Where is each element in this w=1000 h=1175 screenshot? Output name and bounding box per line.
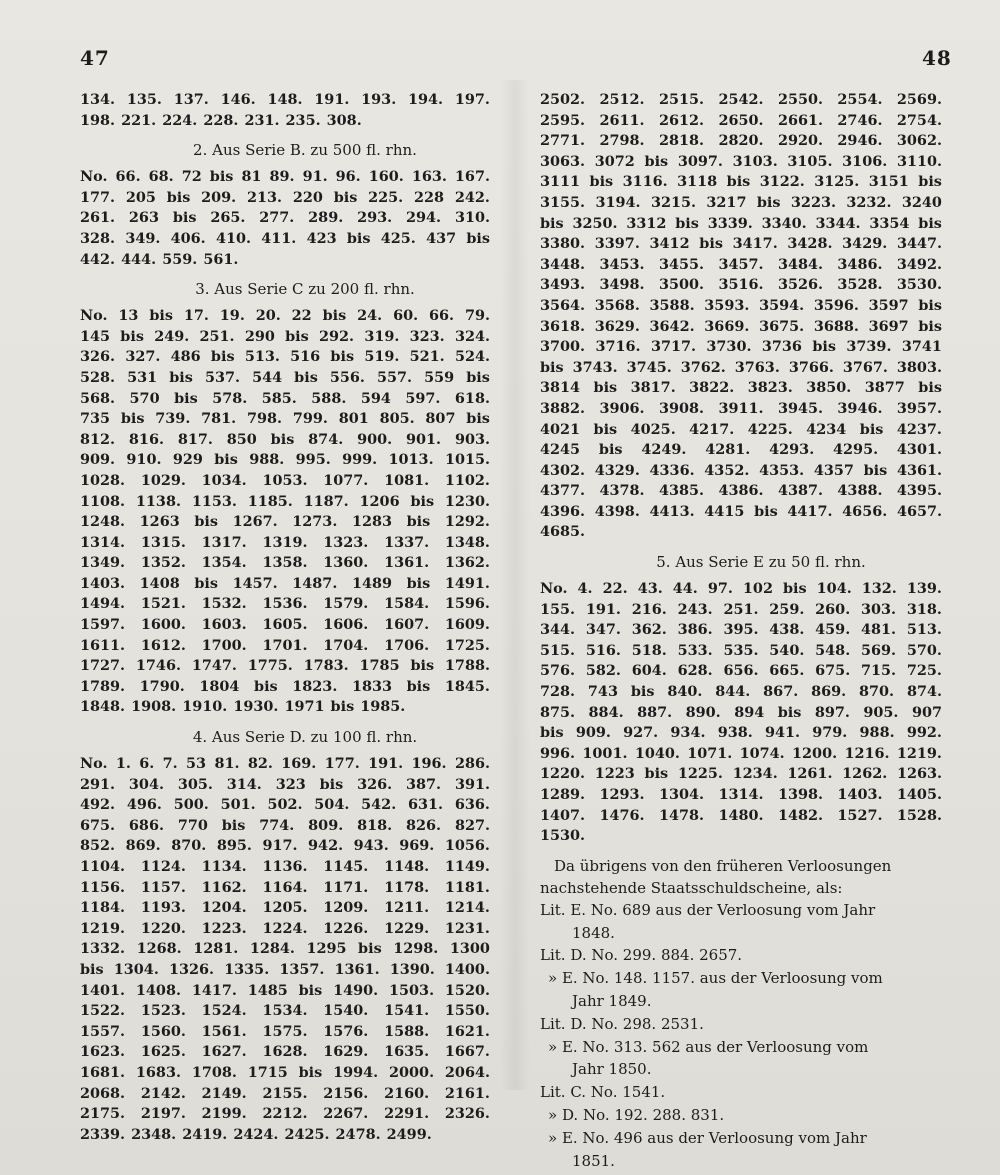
- number-line: 1557. 1560. 1561. 1575. 1576. 1588. 1621.: [80, 1022, 490, 1040]
- number-line: 1530.: [540, 827, 586, 845]
- number-line: 1314. 1315. 1317. 1319. 1323. 1337. 1348.: [80, 533, 490, 551]
- number-line: 291. 304. 305. 314. 323 bis 326. 387. 391.: [80, 775, 490, 793]
- number-line: 4377. 4378. 4385. 4386. 4387. 4388. 4395.: [540, 482, 942, 500]
- earlier-lot-line: 1848.: [572, 923, 615, 942]
- number-line: 1597. 1600. 1603. 1605. 1606. 1607. 1609.: [80, 616, 490, 634]
- number-line: 261. 263 bis 265. 277. 289. 293. 294. 310.: [80, 209, 490, 227]
- earlier-lot-line: 1851.: [572, 1151, 615, 1170]
- number-line: 4245 bis 4249. 4281. 4293. 4295. 4301.: [540, 441, 942, 459]
- earlier-lot-line: » E. No. 148. 1157. aus der Verloosung vom: [548, 969, 883, 988]
- number-line: 3882. 3906. 3908. 3911. 3945. 3946. 3957.: [540, 399, 942, 417]
- number-line: 528. 531 bis 537. 544 bis 556. 557. 559 bis: [80, 368, 490, 386]
- number-line: 155. 191. 216. 243. 251. 259. 260. 303. 318.: [540, 600, 942, 618]
- number-line: 1789. 1790. 1804 bis 1823. 1833 bis 1845.: [80, 677, 490, 695]
- number-line: 675. 686. 770 bis 774. 809. 818. 826. 827.: [80, 816, 490, 834]
- number-line: 2175. 2197. 2199. 2212. 2267. 2291. 2326.: [80, 1105, 490, 1123]
- section-heading: 5. Aus Serie E zu 50 fl. rhn.: [656, 553, 866, 572]
- number-line: 852. 869. 870. 895. 917. 942. 943. 969. 1056.: [80, 837, 490, 855]
- number-line: 1220. 1223 bis 1225. 1234. 1261. 1262. 1263.: [540, 765, 942, 783]
- right-column: [540, 90, 942, 1172]
- number-line: 1219. 1220. 1223. 1224. 1226. 1229. 1231.: [80, 919, 490, 937]
- number-line: 3111 bis 3116. 3118 bis 3122. 3125. 3151 bis: [540, 173, 942, 191]
- number-line: bis 909. 927. 934. 938. 941. 979. 988. 992.: [540, 724, 942, 742]
- number-line: 735 bis 739. 781. 798. 799. 801 805. 807 bis: [80, 410, 490, 428]
- number-line: 4685.: [540, 523, 586, 541]
- number-line: 996. 1001. 1040. 1071. 1074. 1200. 1216. 1219.: [540, 744, 942, 762]
- number-line: 326. 327. 486 bis 513. 516 bis 519. 521. 524.: [80, 348, 490, 366]
- number-line: 328. 349. 406. 410. 411. 423 bis 425. 437 bis: [80, 229, 490, 247]
- paragraph-line: nachstehende Staatsschuldscheine, als:: [540, 878, 843, 897]
- number-line: 1727. 1746. 1747. 1775. 1783. 1785 bis 1788.: [80, 657, 490, 675]
- page-number-left: 47: [80, 46, 110, 70]
- earlier-lot-line: Lit. E. No. 689 aus der Verloosung vom Jahr: [540, 900, 876, 919]
- number-line: 2502. 2512. 2515. 2542. 2550. 2554. 2569.: [540, 91, 942, 108]
- earlier-lot-line: Jahr 1850.: [572, 1060, 652, 1079]
- earlier-lots-list: [540, 899, 942, 1173]
- earlier-lot-line: Jahr 1849.: [572, 991, 652, 1010]
- earlier-lot-line: Lit. C. No. 1541.: [540, 1083, 666, 1102]
- gutter-shadow: [500, 80, 530, 1090]
- number-line: 1349. 1352. 1354. 1358. 1360. 1361. 1362.: [80, 554, 490, 572]
- number-line: 4021 bis 4025. 4217. 4225. 4234 bis 4237.: [540, 420, 942, 438]
- section-heading: 3. Aus Serie C zu 200 fl. rhn.: [195, 280, 415, 299]
- number-line: 2771. 2798. 2818. 2820. 2920. 2946. 3062.: [540, 132, 942, 150]
- number-line: 2068. 2142. 2149. 2155. 2156. 2160. 2161.: [80, 1084, 490, 1102]
- number-line: 515. 516. 518. 533. 535. 540. 548. 569. 570.: [540, 641, 942, 659]
- section-heading: 4. Aus Serie D. zu 100 fl. rhn.: [192, 728, 418, 747]
- number-line: 1848. 1908. 1910. 1930. 1971 bis 1985.: [80, 698, 406, 716]
- number-line: 576. 582. 604. 628. 656. 665. 675. 715. 725.: [540, 662, 942, 680]
- left-column: [80, 90, 490, 1145]
- number-line: 1028. 1029. 1034. 1053. 1077. 1081. 1102.: [80, 471, 490, 489]
- number-line: 145 bis 249. 251. 290 bis 292. 319. 323. 324.: [80, 327, 490, 345]
- earlier-lot-line: » D. No. 192. 288. 831.: [548, 1105, 725, 1124]
- number-line: 1611. 1612. 1700. 1701. 1704. 1706. 1725.: [80, 636, 490, 654]
- number-line: 1248. 1263 bis 1267. 1273. 1283 bis 1292.: [80, 513, 490, 531]
- number-line: 2339. 2348. 2419. 2424. 2425. 2478. 2499.: [80, 1125, 432, 1143]
- earlier-lot-line: » E. No. 496 aus der Verloosung vom Jahr: [548, 1128, 867, 1147]
- number-line: No. 66. 68. 72 bis 81 89. 91. 96. 160. 163. 167.: [80, 168, 490, 186]
- number-line: 1156. 1157. 1162. 1164. 1171. 1178. 1181.: [80, 878, 490, 896]
- number-line: 1681. 1683. 1708. 1715 bis 1994. 2000. 2064.: [80, 1063, 490, 1081]
- number-line: 344. 347. 362. 386. 395. 438. 459. 481. 513.: [540, 621, 942, 639]
- number-line: bis 1304. 1326. 1335. 1357. 1361. 1390. 1400.: [80, 960, 490, 978]
- section-heading: 2. Aus Serie B. zu 500 fl. rhn.: [193, 141, 417, 160]
- number-line: 1184. 1193. 1204. 1205. 1209. 1211. 1214.: [80, 899, 490, 917]
- number-line: No. 4. 22. 43. 44. 97. 102 bis 104. 132. 139.: [540, 580, 942, 598]
- number-line: 492. 496. 500. 501. 502. 504. 542. 631. 636.: [80, 796, 490, 814]
- number-line: No. 13 bis 17. 19. 20. 22 bis 24. 60. 66. 79.: [80, 307, 490, 325]
- number-line: bis 3743. 3745. 3762. 3763. 3766. 3767. 3803.: [540, 358, 942, 376]
- number-line: 3618. 3629. 3642. 3669. 3675. 3688. 3697 bis: [540, 317, 942, 335]
- number-line: 1401. 1408. 1417. 1485 bis 1490. 1503. 1520.: [80, 981, 490, 999]
- number-line: 875. 884. 887. 890. 894 bis 897. 905. 907: [540, 703, 942, 721]
- number-line: No. 1. 6. 7. 53 81. 82. 169. 177. 191. 196. 286.: [80, 755, 490, 773]
- paragraph: [540, 855, 942, 899]
- number-line: 3380. 3397. 3412 bis 3417. 3428. 3429. 3447.: [540, 235, 942, 253]
- earlier-lot-line: » E. No. 313. 562 aus der Verloosung vom: [548, 1037, 869, 1056]
- number-line: 1403. 1408 bis 1457. 1487. 1489 bis 1491.: [80, 574, 490, 592]
- number-line: 2595. 2611. 2612. 2650. 2661. 2746. 2754.: [540, 111, 942, 129]
- page-number-right: 48: [922, 46, 952, 70]
- number-line: 134. 135. 137. 146. 148. 191. 193. 194. 197.: [80, 91, 490, 108]
- paragraph-line: Da übrigens von den früheren Verloosungen: [554, 856, 892, 875]
- number-line: 1108. 1138. 1153. 1185. 1187. 1206 bis 1230.: [80, 492, 490, 510]
- number-line: 4396. 4398. 4413. 4415 bis 4417. 4656. 4657.: [540, 502, 942, 520]
- number-line: 1289. 1293. 1304. 1314. 1398. 1403. 1405.: [540, 786, 942, 803]
- number-line: 177. 205 bis 209. 213. 220 bis 225. 228 242.: [80, 188, 490, 206]
- number-line: 1407. 1476. 1478. 1480. 1482. 1527. 1528.: [540, 806, 942, 824]
- number-line: 3448. 3453. 3455. 3457. 3484. 3486. 3492.: [540, 255, 942, 273]
- number-line: 198. 221. 224. 228. 231. 235. 308.: [80, 111, 362, 129]
- number-line: 3814 bis 3817. 3822. 3823. 3850. 3877 bis: [540, 379, 942, 397]
- number-line: 812. 816. 817. 850 bis 874. 900. 901. 903.: [80, 430, 490, 448]
- number-line: 3564. 3568. 3588. 3593. 3594. 3596. 3597 bis: [540, 296, 942, 314]
- number-line: 728. 743 bis 840. 844. 867. 869. 870. 874.: [540, 683, 942, 701]
- number-line: 3700. 3716. 3717. 3730. 3736 bis 3739. 3741: [540, 338, 942, 356]
- number-line: 568. 570 bis 578. 585. 588. 594 597. 618.: [80, 389, 490, 407]
- number-line: 1494. 1521. 1532. 1536. 1579. 1584. 1596.: [80, 595, 490, 613]
- number-line: 909. 910. 929 bis 988. 995. 999. 1013. 1015.: [80, 451, 490, 469]
- earlier-lot-line: Lit. D. No. 298. 2531.: [540, 1014, 704, 1033]
- number-line: 4302. 4329. 4336. 4352. 4353. 4357 bis 4361.: [540, 461, 942, 479]
- number-line: 442. 444. 559. 561.: [80, 250, 239, 268]
- number-line: 3493. 3498. 3500. 3516. 3526. 3528. 3530.: [540, 276, 942, 294]
- number-line: 1623. 1625. 1627. 1628. 1629. 1635. 1667.: [80, 1043, 490, 1061]
- number-line: 1522. 1523. 1524. 1534. 1540. 1541. 1550.: [80, 1002, 490, 1020]
- number-line: bis 3250. 3312 bis 3339. 3340. 3344. 3354 bis: [540, 214, 942, 232]
- number-line: 1104. 1124. 1134. 1136. 1145. 1148. 1149.: [80, 858, 490, 875]
- number-line: 1332. 1268. 1281. 1284. 1295 bis 1298. 1300: [80, 940, 490, 958]
- earlier-lot-line: Lit. D. No. 299. 884. 2657.: [540, 946, 743, 965]
- number-line: 3063. 3072 bis 3097. 3103. 3105. 3106. 3110.: [540, 152, 942, 170]
- number-line: 3155. 3194. 3215. 3217 bis 3223. 3232. 3240: [540, 193, 942, 211]
